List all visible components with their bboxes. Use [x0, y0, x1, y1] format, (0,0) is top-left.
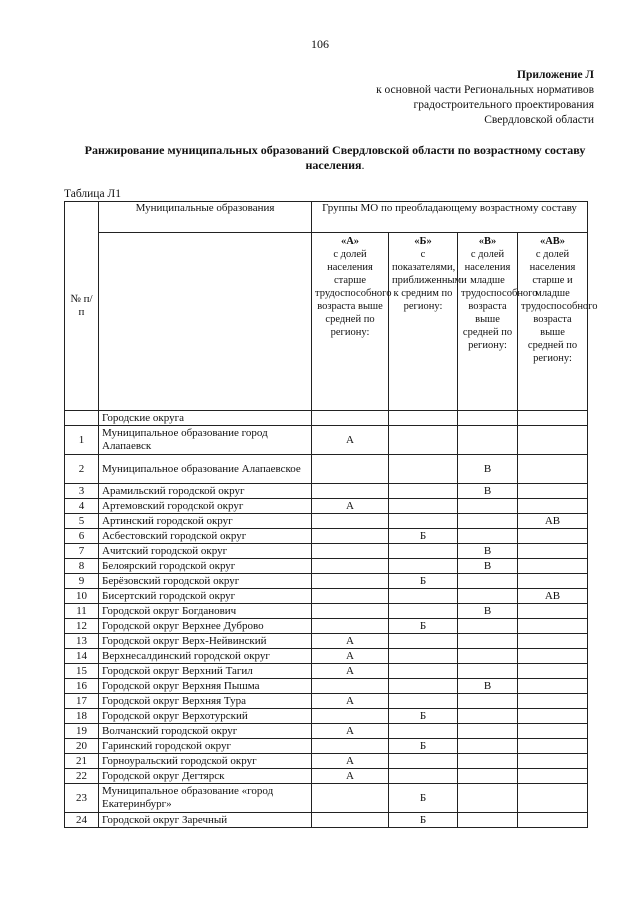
row-municipality: Асбестовский городской округ [99, 529, 312, 544]
row-municipality: Берёзовский городской округ [99, 574, 312, 589]
row-group-av [518, 559, 588, 574]
row-group-v [458, 769, 518, 784]
row-group-b: Б [389, 529, 458, 544]
row-group-av [518, 724, 588, 739]
header-municipality: Муниципальные образования [99, 202, 312, 233]
row-municipality: Артемовский городской округ [99, 499, 312, 514]
row-group-av [518, 694, 588, 709]
row-number: 14 [65, 649, 99, 664]
row-group-a [312, 529, 389, 544]
row-group-b [389, 604, 458, 619]
row-group-a: А [312, 664, 389, 679]
row-group-a [312, 813, 389, 828]
row-group-a [312, 559, 389, 574]
row-group-b [389, 484, 458, 499]
row-municipality: Муниципальное образование Алапаевское [99, 455, 312, 484]
table-row [65, 426, 588, 455]
row-group-av [518, 754, 588, 769]
row-group-av [518, 604, 588, 619]
row-group-a [312, 589, 389, 604]
row-group-a: А [312, 499, 389, 514]
row-municipality: Городской округ Верхнее Дуброво [99, 619, 312, 634]
row-number: 21 [65, 754, 99, 769]
row-number: 9 [65, 574, 99, 589]
page-number: 106 [311, 37, 329, 51]
row-group-b [389, 499, 458, 514]
row-group-av [518, 664, 588, 679]
row-group-av: АВ [518, 514, 588, 529]
row-group-b: Б [389, 784, 458, 813]
row-number: 12 [65, 619, 99, 634]
row-group-b [389, 514, 458, 529]
table-row [65, 694, 588, 709]
row-group-a [312, 619, 389, 634]
row-group-a [312, 484, 389, 499]
row-group-b [389, 559, 458, 574]
row-group-v: В [458, 679, 518, 694]
row-group-b [389, 679, 458, 694]
row-group-b [389, 455, 458, 484]
row-group-a [312, 544, 389, 559]
row-group-av [518, 679, 588, 694]
row-number: 17 [65, 694, 99, 709]
row-municipality: Городской округ Богданович [99, 604, 312, 619]
row-group-av [518, 574, 588, 589]
row-group-v [458, 589, 518, 604]
document-title-text: Ранжирование муниципальных образований Свердловской области по возрастному составу населения [84, 143, 586, 172]
row-municipality: Арамильский городской округ [99, 484, 312, 499]
row-group-a [312, 784, 389, 813]
row-group-av [518, 484, 588, 499]
section-label: Городские округа [99, 411, 312, 426]
row-group-av [518, 426, 588, 455]
row-group-v [458, 574, 518, 589]
table-row [65, 679, 588, 694]
row-group-av [518, 709, 588, 724]
row-group-av [518, 455, 588, 484]
table-row [65, 604, 588, 619]
row-group-b [389, 664, 458, 679]
row-number: 5 [65, 514, 99, 529]
row-group-b: Б [389, 574, 458, 589]
table-row [65, 529, 588, 544]
document-title [70, 143, 600, 173]
row-group-a: А [312, 634, 389, 649]
appendix-header [376, 68, 594, 128]
row-number: 13 [65, 634, 99, 649]
row-number: 11 [65, 604, 99, 619]
row-group-v [458, 739, 518, 754]
table-label: Таблица Л1 [64, 188, 121, 200]
row-group-v [458, 529, 518, 544]
row-municipality: Гаринский городской округ [99, 739, 312, 754]
row-municipality: Городской округ Верхотурский [99, 709, 312, 724]
row-number: 20 [65, 739, 99, 754]
table-row [65, 664, 588, 679]
row-municipality: Городской округ Верх-Нейвинский [99, 634, 312, 649]
section-number-blank [65, 411, 99, 426]
row-group-v [458, 649, 518, 664]
row-number: 15 [65, 664, 99, 679]
row-group-v [458, 813, 518, 828]
row-group-v [458, 664, 518, 679]
row-group-b: Б [389, 739, 458, 754]
row-group-av [518, 739, 588, 754]
section-cell [389, 411, 458, 426]
appendix-line: градостроительного проектирования [413, 99, 594, 111]
row-group-v [458, 784, 518, 813]
table-row [65, 484, 588, 499]
row-municipality: Городской округ Верхняя Тура [99, 694, 312, 709]
row-group-b [389, 694, 458, 709]
row-group-av [518, 784, 588, 813]
row-group-v: В [458, 455, 518, 484]
row-group-a: А [312, 649, 389, 664]
table-row [65, 649, 588, 664]
section-cell [458, 411, 518, 426]
appendix-line: к основной части Региональных нормативов [376, 84, 594, 96]
row-group-v [458, 514, 518, 529]
row-number: 2 [65, 455, 99, 484]
row-group-a [312, 574, 389, 589]
row-group-v [458, 754, 518, 769]
row-municipality: Артинский городской округ [99, 514, 312, 529]
row-group-v [458, 619, 518, 634]
row-group-v [458, 694, 518, 709]
row-number: 4 [65, 499, 99, 514]
row-group-a: А [312, 724, 389, 739]
row-group-b [389, 634, 458, 649]
row-municipality: Волчанский городской округ [99, 724, 312, 739]
table-row [65, 574, 588, 589]
table-row [65, 499, 588, 514]
row-municipality: Городской округ Верхний Тагил [99, 664, 312, 679]
table-row [65, 589, 588, 604]
header-group-b: «Б» с показателями, приближенными к средним по региону: [389, 233, 458, 411]
row-group-b: Б [389, 813, 458, 828]
table-row [65, 619, 588, 634]
row-group-v: В [458, 544, 518, 559]
row-group-av [518, 544, 588, 559]
row-group-v [458, 426, 518, 455]
row-group-b [389, 589, 458, 604]
table-row [65, 769, 588, 784]
row-group-v: В [458, 559, 518, 574]
row-group-v [458, 499, 518, 514]
table-row [65, 754, 588, 769]
row-municipality: Горноуральский городской округ [99, 754, 312, 769]
table-row [65, 544, 588, 559]
row-group-a [312, 514, 389, 529]
row-municipality: Белоярский городской округ [99, 559, 312, 574]
row-group-a: А [312, 694, 389, 709]
row-group-av [518, 649, 588, 664]
row-group-av: АВ [518, 589, 588, 604]
row-group-av [518, 529, 588, 544]
row-group-a [312, 709, 389, 724]
row-number: 19 [65, 724, 99, 739]
row-group-b: Б [389, 709, 458, 724]
row-number: 6 [65, 529, 99, 544]
table-row [65, 455, 588, 484]
row-group-b [389, 754, 458, 769]
row-group-b [389, 544, 458, 559]
row-municipality: Городской округ Верхняя Пышма [99, 679, 312, 694]
row-group-a: А [312, 754, 389, 769]
table-row [65, 739, 588, 754]
header-group-av: «АВ» с долей населения старше и младше трудоспособного возраста выше средней по региону: [518, 233, 588, 411]
row-number: 22 [65, 769, 99, 784]
row-group-b: Б [389, 619, 458, 634]
table-row [65, 724, 588, 739]
row-municipality: Муниципальное образование город Алапаевск [99, 426, 312, 455]
row-group-b [389, 724, 458, 739]
row-group-a: А [312, 769, 389, 784]
row-group-a [312, 679, 389, 694]
row-group-v: В [458, 484, 518, 499]
header-number: № п/п [65, 202, 99, 411]
table-row [65, 514, 588, 529]
row-number: 23 [65, 784, 99, 813]
row-group-av [518, 499, 588, 514]
row-group-a: А [312, 426, 389, 455]
row-group-v [458, 724, 518, 739]
row-number: 10 [65, 589, 99, 604]
row-group-b [389, 649, 458, 664]
row-group-v: В [458, 604, 518, 619]
row-municipality: Верхнесалдинский городской округ [99, 649, 312, 664]
table-row [65, 813, 588, 828]
row-number: 8 [65, 559, 99, 574]
row-municipality: Городской округ Заречный [99, 813, 312, 828]
document-title-period: . [361, 158, 365, 172]
row-group-a [312, 455, 389, 484]
appendix-line: Свердловской области [484, 114, 594, 126]
row-number: 3 [65, 484, 99, 499]
row-municipality: Муниципальное образование «город Екатеринбург» [99, 784, 312, 813]
row-group-v [458, 709, 518, 724]
row-number: 16 [65, 679, 99, 694]
header-group-v: «В» с долей населения младше трудоспособного возраста выше средней по региону: [458, 233, 518, 411]
header-group-a: «А» с долей населения старше трудоспособного возраста выше средней по региону: [312, 233, 389, 411]
row-number: 7 [65, 544, 99, 559]
row-group-b [389, 426, 458, 455]
section-cell [312, 411, 389, 426]
row-group-b [389, 769, 458, 784]
row-group-av [518, 813, 588, 828]
section-cell [518, 411, 588, 426]
table-row [65, 634, 588, 649]
header-municipality-blank [99, 233, 312, 411]
row-group-a [312, 604, 389, 619]
appendix-title: Приложение Л [517, 69, 594, 81]
row-group-av [518, 634, 588, 649]
table-row [65, 559, 588, 574]
table-row [65, 784, 588, 813]
row-number: 24 [65, 813, 99, 828]
header-groups: Группы МО по преобладающему возрастному составу [312, 202, 588, 233]
row-municipality: Бисертский городской округ [99, 589, 312, 604]
ranking-table [64, 201, 598, 828]
row-municipality: Ачитский городской округ [99, 544, 312, 559]
row-group-v [458, 634, 518, 649]
table-row [65, 709, 588, 724]
row-group-av [518, 619, 588, 634]
row-number: 18 [65, 709, 99, 724]
row-group-av [518, 769, 588, 784]
row-group-a [312, 739, 389, 754]
row-municipality: Городской округ Дегтярск [99, 769, 312, 784]
row-number: 1 [65, 426, 99, 455]
